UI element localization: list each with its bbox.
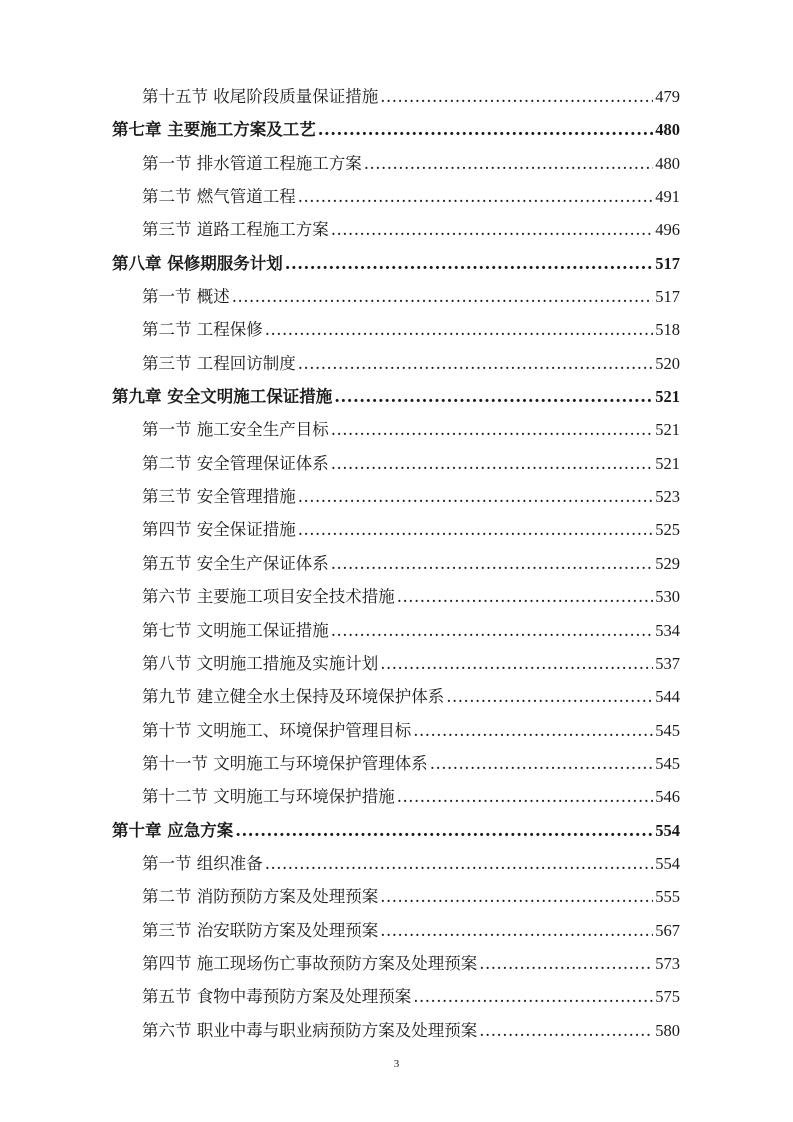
entry-title: 第十二节 文明施工与环境保护措施	[142, 787, 395, 807]
entry-page-number: 521	[655, 453, 680, 473]
entry-title: 第十一节 文明施工与环境保护管理体系	[142, 753, 428, 773]
entry-page-number: 580	[655, 1020, 680, 1040]
dot-leader	[446, 680, 653, 713]
dot-leader	[285, 247, 654, 280]
entry-title: 第一节 概述	[142, 287, 230, 307]
entry-title: 第四节 安全保证措施	[142, 520, 296, 540]
toc-section-entry[interactable]	[112, 580, 680, 613]
entry-title: 第一节 排水管道工程施工方案	[142, 153, 362, 173]
toc-section-entry[interactable]	[112, 780, 680, 813]
toc-section-entry[interactable]	[112, 714, 680, 747]
entry-title: 第五节 食物中毒预防方案及处理预案	[142, 987, 412, 1007]
toc-section-entry[interactable]	[112, 1014, 680, 1047]
dot-leader	[318, 113, 654, 146]
entry-title: 第六节 主要施工项目安全技术措施	[142, 587, 395, 607]
entry-title: 第七节 文明施工保证措施	[142, 620, 329, 640]
dot-leader	[331, 413, 654, 446]
dot-leader	[380, 880, 653, 913]
dot-leader	[380, 647, 653, 680]
dot-leader	[380, 914, 653, 947]
dot-leader	[235, 814, 653, 847]
toc-section-entry[interactable]	[112, 880, 680, 913]
entry-page-number: 545	[655, 720, 680, 740]
entry-page-number: 529	[655, 553, 680, 573]
entry-page-number: 480	[655, 120, 680, 140]
entry-page-number: 575	[655, 987, 680, 1007]
toc-section-entry[interactable]	[112, 480, 680, 513]
dot-leader	[413, 980, 653, 1013]
entry-title: 第二节 安全管理保证体系	[142, 453, 329, 473]
entry-title: 第二节 燃气管道工程	[142, 187, 296, 207]
entry-title: 第三节 安全管理措施	[142, 487, 296, 507]
entry-title: 第十五节 收尾阶段质量保证措施	[142, 87, 379, 106]
dot-leader	[331, 213, 654, 246]
entry-title: 第八章 保修期服务计划	[112, 253, 283, 273]
entry-page-number: 520	[655, 353, 680, 373]
page-number: 3	[393, 1058, 400, 1070]
entry-page-number: 530	[655, 587, 680, 607]
entry-title: 第三节 治安联防方案及处理预案	[142, 920, 379, 940]
toc-section-entry[interactable]	[112, 747, 680, 780]
entry-title: 第一节 组织准备	[142, 853, 263, 873]
entry-title: 第九节 建立健全水土保持及环境保护体系	[142, 687, 445, 707]
entry-page-number: 479	[655, 87, 680, 106]
toc-chapter-entry[interactable]	[112, 814, 680, 847]
dot-leader	[298, 513, 654, 546]
entry-page-number: 545	[655, 753, 680, 773]
entry-page-number: 573	[655, 953, 680, 973]
entry-page-number: 567	[655, 920, 680, 940]
table-of-contents	[112, 80, 680, 1047]
entry-page-number: 496	[655, 220, 680, 240]
dot-leader	[331, 447, 654, 480]
entry-page-number: 521	[655, 387, 680, 407]
entry-page-number: 491	[655, 187, 680, 207]
dot-leader	[364, 147, 654, 180]
dot-leader	[232, 280, 654, 313]
entry-page-number: 554	[655, 853, 680, 873]
toc-section-entry[interactable]	[112, 980, 680, 1013]
dot-leader	[331, 614, 654, 647]
toc-chapter-entry[interactable]	[112, 247, 680, 280]
dot-leader	[298, 347, 654, 380]
entry-page-number: 521	[655, 420, 680, 440]
entry-title: 第十章 应急方案	[112, 820, 234, 840]
dot-leader	[397, 780, 654, 813]
entry-title: 第三节 工程回访制度	[142, 353, 296, 373]
entry-page-number: 525	[655, 520, 680, 540]
toc-section-entry[interactable]	[112, 280, 680, 313]
toc-section-entry[interactable]	[112, 313, 680, 346]
toc-section-entry[interactable]	[112, 147, 680, 180]
dot-leader	[479, 1014, 653, 1047]
entry-page-number: 555	[655, 887, 680, 907]
entry-page-number: 523	[655, 487, 680, 507]
entry-title: 第六节 职业中毒与职业病预防方案及处理预案	[142, 1020, 478, 1040]
entry-title: 第三节 道路工程施工方案	[142, 220, 329, 240]
entry-title: 第二节 消防预防方案及处理预案	[142, 887, 379, 907]
dot-leader	[265, 313, 654, 346]
toc-section-entry[interactable]	[112, 447, 680, 480]
toc-section-entry[interactable]	[112, 80, 680, 113]
entry-title: 第八节 文明施工措施及实施计划	[142, 653, 379, 673]
toc-section-entry[interactable]	[112, 947, 680, 980]
entry-page-number: 554	[655, 820, 680, 840]
entry-page-number: 480	[655, 153, 680, 173]
entry-page-number: 546	[655, 787, 680, 807]
toc-section-entry[interactable]	[112, 347, 680, 380]
dot-leader	[331, 547, 654, 580]
entry-page-number: 518	[655, 320, 680, 340]
entry-title: 第四节 施工现场伤亡事故预防方案及处理预案	[142, 953, 478, 973]
entry-title: 第二节 工程保修	[142, 320, 263, 340]
dot-leader	[298, 480, 654, 513]
toc-section-entry[interactable]	[112, 213, 680, 246]
entry-title: 第一节 施工安全生产目标	[142, 420, 329, 440]
dot-leader	[298, 180, 654, 213]
entry-page-number: 517	[655, 253, 680, 273]
dot-leader	[413, 714, 653, 747]
entry-title: 第十节 文明施工、环境保护管理目标	[142, 720, 412, 740]
entry-page-number: 534	[655, 620, 680, 640]
entry-page-number: 517	[655, 287, 680, 307]
dot-leader	[479, 947, 653, 980]
entry-page-number: 537	[655, 653, 680, 673]
toc-chapter-entry[interactable]	[112, 113, 680, 146]
toc-section-entry[interactable]	[112, 680, 680, 713]
toc-section-entry[interactable]	[112, 513, 680, 546]
dot-leader	[334, 380, 653, 413]
entry-title: 第七章 主要施工方案及工艺	[112, 120, 316, 140]
dot-leader	[397, 580, 654, 613]
dot-leader	[265, 847, 654, 880]
toc-section-entry[interactable]	[112, 614, 680, 647]
toc-section-entry[interactable]	[112, 847, 680, 880]
entry-title: 第九章 安全文明施工保证措施	[112, 387, 333, 407]
dot-leader	[380, 80, 653, 113]
toc-section-entry[interactable]	[112, 914, 680, 947]
toc-section-entry[interactable]	[112, 180, 680, 213]
toc-section-entry[interactable]	[112, 413, 680, 446]
toc-section-entry[interactable]	[112, 547, 680, 580]
toc-section-entry[interactable]	[112, 647, 680, 680]
dot-leader	[430, 747, 654, 780]
entry-page-number: 544	[655, 687, 680, 707]
entry-title: 第五节 安全生产保证体系	[142, 553, 329, 573]
toc-chapter-entry[interactable]	[112, 380, 680, 413]
